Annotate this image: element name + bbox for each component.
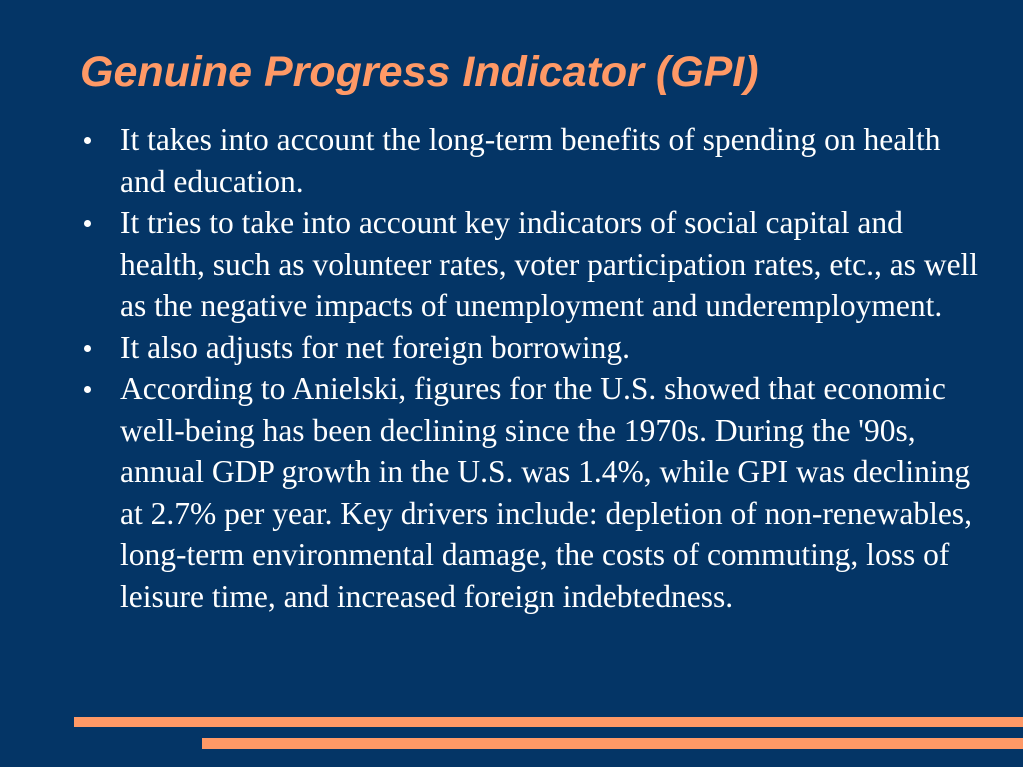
bullet-text: It tries to take into account key indicators of social capital and health, such as volunteer rates, voter participation rates, etc., as well as the negative impacts of unemployment and underemployment. bbox=[120, 205, 979, 323]
bullet-dot-icon bbox=[84, 137, 91, 144]
bullet-dot-icon bbox=[84, 220, 91, 227]
bullet-dot-icon bbox=[84, 345, 91, 352]
decorative-rule-top bbox=[74, 717, 1023, 727]
bullet-item bbox=[84, 327, 984, 369]
bullet-text: It takes into account the long-term benefits of spending on health and education. bbox=[120, 122, 941, 199]
decorative-rule-bottom bbox=[202, 738, 1023, 749]
bullet-item bbox=[84, 368, 984, 617]
bullet-item bbox=[84, 119, 984, 202]
bullet-item bbox=[84, 202, 984, 327]
bullet-text: It also adjusts for net foreign borrowing. bbox=[120, 329, 631, 365]
bullet-dot-icon bbox=[84, 386, 91, 393]
slide-title: Genuine Progress Indicator (GPI) bbox=[80, 48, 759, 96]
bullet-list bbox=[84, 119, 984, 617]
bullet-text: According to Anielski, figures for the U.S. showed that economic well-being has been declining since the 1970s. During the '90s, annual GDP growth in the U.S. was 1.4%, while GPI was declining at 2.7% per year. Key drivers include: depletion of non-renewables, long-term environmental damage, the costs of commuting, loss of leisure time, and increased foreign indebtedness. bbox=[120, 371, 972, 614]
